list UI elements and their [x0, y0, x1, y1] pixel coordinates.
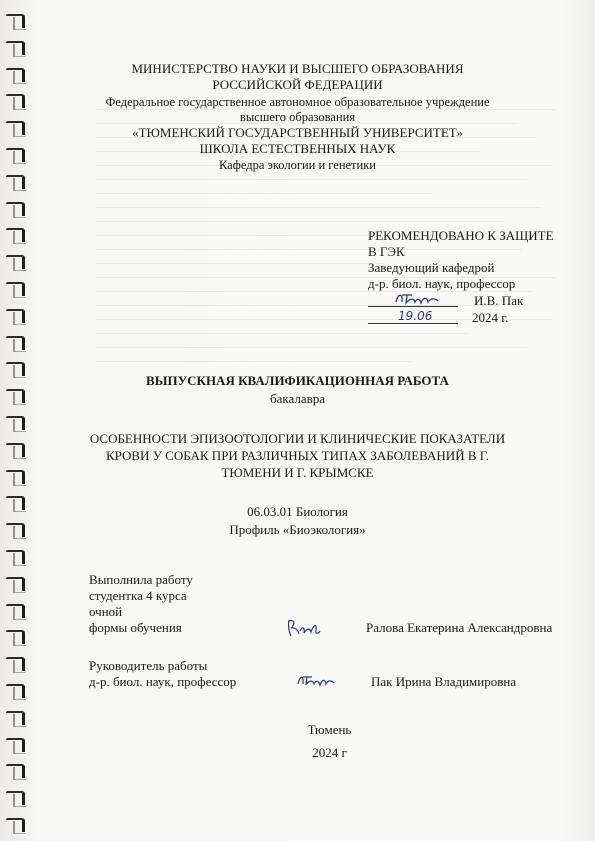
binding-hole — [4, 789, 26, 806]
university-name: «ТЮМЕНСКИЙ ГОСУДАРСТВЕННЫЙ УНИВЕРСИТЕТ» — [132, 125, 463, 140]
author-line4: формы обучения — [89, 620, 182, 635]
work-type: ВЫПУСКНАЯ КВАЛИФИКАЦИОННАЯ РАБОТА — [146, 373, 449, 388]
head-signature — [394, 290, 442, 306]
supervisor-name: Пак Ирина Владимировна — [371, 674, 517, 689]
ministry-line1: МИНИСТЕРСТВО НАУКИ И ВЫСШЕГО ОБРАЗОВАНИЯ — [131, 61, 464, 76]
binding-hole — [4, 253, 26, 270]
footer-city: Тюмень — [307, 722, 352, 737]
author-name: Ралова Екатерина Александровна — [366, 620, 553, 635]
author-signature — [286, 616, 322, 638]
supervisor-signature — [296, 672, 336, 688]
binding-hole — [4, 414, 26, 431]
binding-hole — [4, 655, 26, 672]
handwritten-date: 19.06 — [398, 309, 433, 323]
signature-line — [368, 306, 458, 307]
institution-line1: Федеральное государственное автономное образовательное учреждение — [105, 95, 490, 109]
binding-hole — [4, 602, 26, 619]
binding-hole — [4, 762, 26, 779]
author-line1: Выполнила работу — [89, 572, 193, 587]
work-title-line1: ОСОБЕННОСТИ ЭПИЗООТОЛОГИИ И КЛИНИЧЕСКИЕ ПОКАЗАТЕЛИ — [89, 431, 506, 446]
binding-hole — [4, 173, 26, 190]
approval-year: 2024 г. — [472, 310, 509, 325]
binding-hole — [4, 575, 26, 592]
ministry-line2: РОССИЙСКОЙ ФЕДЕРАЦИИ — [212, 77, 383, 92]
work-degree: бакалавра — [269, 391, 326, 406]
author-line2: студентка 4 курса — [89, 588, 187, 603]
binding-hole — [4, 12, 26, 29]
approval-line4: д-р. биол. наук, профессор — [368, 276, 516, 291]
author-line3: очной — [89, 604, 123, 619]
department-name: Кафедра экологии и генетики — [219, 158, 376, 172]
binding-hole — [4, 709, 26, 726]
work-title-line2: КРОВИ У СОБАК ПРИ РАЗЛИЧНЫХ ТИПАХ ЗАБОЛЕВАНИЙ В Г. — [105, 448, 490, 463]
institution-line2: высшего образования — [239, 110, 356, 124]
binding-hole — [4, 39, 26, 56]
date-line — [368, 323, 458, 324]
supervisor-line2: д-р. биол. наук, профессор — [89, 674, 237, 689]
binding-hole — [4, 736, 26, 753]
approval-line2: В ГЭК — [368, 244, 405, 259]
binding-hole — [4, 816, 26, 833]
specialty-code: 06.03.01 Биология — [247, 504, 348, 519]
binding-hole — [4, 628, 26, 645]
binding-hole — [4, 334, 26, 351]
binding-hole — [4, 226, 26, 243]
binding-hole — [4, 200, 26, 217]
head-name: И.В. Пак — [474, 293, 524, 308]
footer-year: 2024 г — [312, 745, 347, 760]
binding-hole — [4, 682, 26, 699]
supervisor-line1: Руководитель работы — [89, 658, 208, 673]
profile-name: Профиль «Биоэкология» — [229, 522, 366, 537]
approval-line1: РЕКОМЕНДОВАНО К ЗАЩИТЕ — [368, 228, 554, 243]
approval-line3: Заведующий кафедрой — [368, 260, 495, 275]
work-title-line3: ТЮМЕНИ И Г. КРЫМСКЕ — [221, 465, 374, 480]
binding-hole — [4, 280, 26, 297]
school-name: ШКОЛА ЕСТЕСТВЕННЫХ НАУК — [199, 141, 396, 156]
binding-hole — [4, 307, 26, 324]
binding-hole — [4, 548, 26, 565]
